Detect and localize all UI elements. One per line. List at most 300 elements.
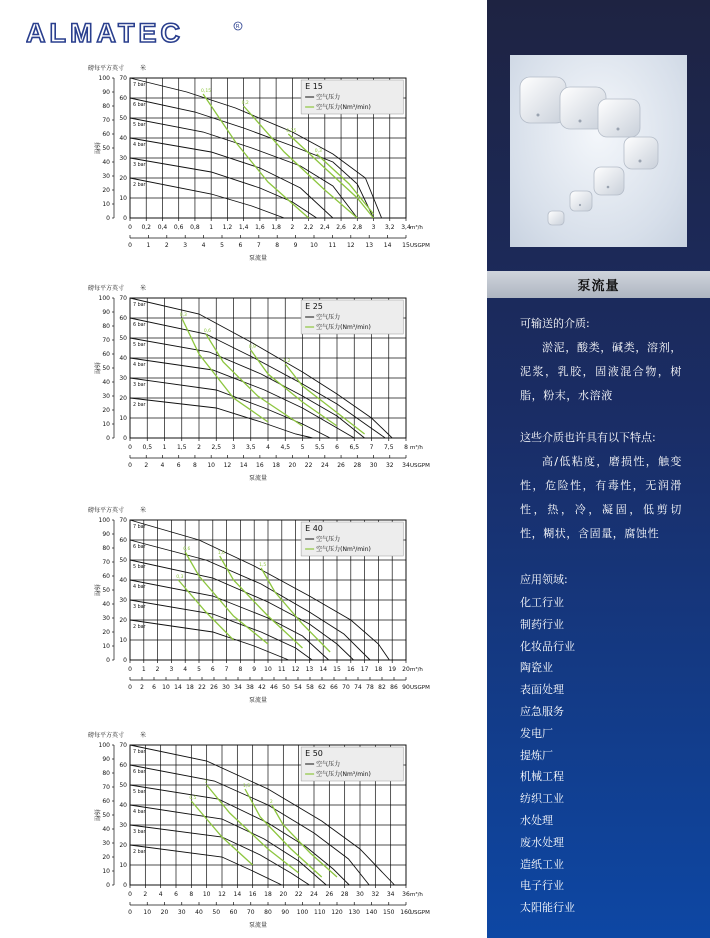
psi-tick-label: 30 [102,173,110,180]
bar-label: 3 bar [133,163,146,168]
chart-e15 [76,60,436,265]
y-axis-title: 扬程 [93,361,100,375]
properties-label: 这些介质也许具有以下特点: [520,431,656,444]
usgpm-tick-label: 46 [270,684,278,691]
psi-tick-label: 40 [102,601,110,608]
x-tick-label: 6 [335,444,339,451]
usgpm-tick-label: 3 [183,242,188,249]
x-tick-label: 3 [371,224,376,231]
chart-e50 [76,727,436,932]
bar-label: 5 bar [133,565,146,570]
usgpm-tick-label: 12 [223,462,232,469]
psi-tick-label: 10 [102,201,110,208]
usgpm-tick-label: 5 [220,242,224,249]
usgpm-tick-label: 12 [346,242,355,249]
bar-label: 4 bar [133,143,146,148]
bar-label: 4 bar [133,585,146,590]
x-tick-label: 1,5 [176,444,187,451]
meter-tick-label: 0 [123,215,127,222]
media-label: 可输送的介质: [520,317,590,330]
usgpm-tick-label: 70 [342,684,350,691]
psi-tick-label: 100 [98,295,110,302]
legend-flow: 空气压力(Nm³/min) [316,771,371,778]
applications-label: 应用领域: [520,573,568,586]
x-tick-label: 3 [231,444,236,451]
x-tick-label: 0,5 [142,444,153,451]
psi-tick-label: 70 [102,784,110,791]
x-tick-label: 2,6 [336,224,346,231]
meter-tick-label: 60 [119,315,127,322]
x-tick-label: 26 [325,891,334,898]
section-title: 泵流量 [577,279,620,294]
meter-tick-label: 60 [119,95,127,102]
x-tick-label: 0,8 [190,224,200,231]
psi-tick-label: 70 [102,559,110,566]
chart-title: E 15 [305,82,323,91]
x-tick-label: 6 [174,891,178,898]
usgpm-tick-label: 82 [378,684,386,691]
flow-label: 2 [269,800,273,805]
usgpm-tick-label: 50 [212,909,221,916]
list-item: 发电厂 [520,726,553,740]
chart-e25 [76,280,436,485]
usgpm-tick-label: 160 [400,909,412,916]
m3h-unit: m³/h [410,225,423,231]
bar-label: 5 bar [133,343,146,348]
meter-tick-label: 20 [119,395,127,402]
usgpm-tick-label: 34 [234,684,242,691]
x-tick-label: 2,2 [303,224,314,231]
m3h-unit: m³/h [410,892,423,898]
x-tick-label: 4 [266,444,270,451]
meter-tick-label: 40 [119,802,127,809]
meter-unit-label: 米 [140,285,147,292]
usgpm-unit: USGPM [410,685,430,691]
x-tick-label: 6,5 [349,444,360,451]
x-tick-label: 6 [210,666,215,673]
psi-tick-label: 30 [102,615,110,622]
usgpm-tick-label: 14 [174,684,182,691]
psi-tick-label: 10 [102,868,110,875]
x-tick-label: 5 [300,444,305,451]
meter-tick-label: 10 [119,415,127,422]
m3h-unit: m³/h [410,445,423,451]
x-tick-label: 12 [291,666,300,673]
list-item: 太阳能行业 [520,901,575,915]
meter-tick-label: 50 [119,335,127,342]
psi-unit-label: 磅每平方英寸 [88,507,125,514]
flow-label: 0,3 [314,149,322,154]
x-tick-label: 1,8 [271,224,281,231]
psi-tick-label: 60 [102,131,110,138]
meter-tick-label: 60 [119,762,127,769]
meter-tick-label: 30 [119,375,127,382]
psi-tick-label: 100 [98,517,110,524]
usgpm-tick-label: 20 [160,909,169,916]
y-axis-title: 扬程 [93,141,100,155]
usgpm-tick-label: 60 [229,909,238,916]
usgpm-tick-label: 26 [210,684,218,691]
usgpm-tick-label: 0 [128,242,132,249]
usgpm-tick-label: 80 [264,909,272,916]
meter-tick-label: 40 [119,355,127,362]
usgpm-tick-label: 34 [402,462,410,469]
meter-unit-label: 米 [140,732,147,739]
psi-tick-label: 20 [102,187,110,194]
bar-label: 4 bar [133,363,146,368]
flow-label: 0,6 [183,547,191,552]
x-tick-label: 22 [294,891,303,898]
list-item: 制药行业 [520,617,564,631]
psi-tick-label: 90 [102,531,110,538]
psi-tick-label: 20 [102,629,110,636]
psi-tick-label: 10 [102,421,110,428]
x-tick-label: 4 [158,891,163,898]
usgpm-tick-label: 86 [390,684,398,691]
bar-label: 6 bar [133,323,146,328]
meter-tick-label: 50 [119,557,127,564]
usgpm-tick-label: 130 [348,909,360,916]
x-tick-label: 18 [264,891,272,898]
psi-tick-label: 70 [102,337,110,344]
x-tick-label: 24 [310,891,318,898]
meter-tick-label: 70 [119,742,127,749]
usgpm-tick-label: 90 [402,684,410,691]
meter-tick-label: 10 [119,195,127,202]
list-item: 化工行业 [520,596,564,609]
x-tick-label: 3,5 [245,444,256,451]
usgpm-tick-label: 18 [272,462,280,469]
x-tick-label: 5 [197,666,201,673]
meter-tick-label: 0 [123,882,127,889]
psi-tick-label: 60 [102,573,110,580]
psi-tick-label: 90 [102,756,110,763]
x-tick-label: 9 [252,666,257,673]
usgpm-tick-label: 4 [201,242,206,249]
psi-tick-label: 50 [102,587,110,594]
psi-tick-label: 90 [102,89,110,96]
x-tick-label: 16 [346,666,355,673]
meter-tick-label: 70 [119,75,127,82]
usgpm-tick-label: 6 [152,684,156,691]
meter-tick-label: 50 [119,782,127,789]
usgpm-tick-label: 78 [366,684,374,691]
x-tick-label: 15 [333,666,341,673]
usgpm-tick-label: 0 [128,684,132,691]
x-tick-label: 14 [319,666,328,673]
info-sidebar [487,0,710,938]
usgpm-tick-label: 8 [193,462,197,469]
psi-tick-label: 40 [102,159,110,166]
x-tick-label: 0 [128,444,132,451]
x-tick-label: 2 [197,444,201,451]
usgpm-tick-label: 8 [275,242,280,249]
list-item: 提炼厂 [520,748,553,762]
usgpm-unit: USGPM [410,463,430,469]
x-tick-label: 17 [360,666,369,673]
x-tick-label: 10 [202,891,211,898]
bar-label: 5 bar [133,790,146,795]
bar-label: 6 bar [133,770,146,775]
usgpm-tick-label: 20 [288,462,297,469]
usgpm-tick-label: 11 [328,242,337,249]
x-tick-label: 13 [305,666,314,673]
media-text: 淤泥，酸类，碱类，溶剂，泥浆，乳胶，固液混合物，树脂，粉末，水溶液 [520,341,682,402]
meter-tick-label: 40 [119,135,127,142]
usgpm-tick-label: 15 [402,242,410,249]
flow-label: 1,5 [243,784,251,789]
psi-tick-label: 40 [102,379,110,386]
meter-tick-label: 10 [119,637,127,644]
flow-label: 0,2 [241,101,249,106]
meter-tick-label: 60 [119,537,127,544]
x-tick-label: 0 [128,666,132,673]
svg-text:R: R [235,24,240,30]
x-tick-label: 1,6 [255,224,265,231]
chart-e40 [76,502,436,707]
usgpm-tick-label: 0 [128,462,132,469]
legend-flow: 空气压力(Nm³/min) [316,324,371,331]
list-item: 电子行业 [520,879,564,893]
x-tick-label: 1,2 [222,224,233,231]
list-item: 应急服务 [520,704,564,718]
flow-label: 0,5 [189,796,197,801]
y-axis-title: 扬程 [93,583,100,597]
pump-product-photo [510,55,687,247]
usgpm-tick-label: 10 [310,242,318,249]
x-tick-label: 1 [162,444,167,451]
usgpm-tick-label: 30 [222,684,230,691]
x-tick-label: 5,5 [314,444,325,451]
usgpm-tick-label: 7 [256,242,261,249]
x-tick-label: 3,4 [401,224,411,231]
usgpm-tick-label: 50 [282,684,290,691]
x-axis-title: 泵流量 [248,475,268,482]
usgpm-tick-label: 9 [293,242,298,249]
x-tick-label: 2 [155,666,160,673]
x-tick-label: 0,2 [141,224,152,231]
usgpm-tick-label: 62 [318,684,326,691]
psi-tick-label: 80 [102,323,110,330]
m3h-unit: m³/h [410,667,423,673]
bar-label: 2 bar [133,403,146,408]
bar-label: 2 bar [133,625,146,630]
bar-label: 7 bar [133,525,146,530]
psi-tick-label: 0 [106,435,110,442]
meter-unit-label: 米 [140,507,147,514]
chart-title: E 25 [305,302,323,311]
bar-label: 4 bar [133,810,146,815]
x-axis-title: 泵流量 [248,922,268,929]
usgpm-tick-label: 0 [128,909,132,916]
legend-air: 空气压力 [316,761,341,768]
usgpm-tick-label: 2 [164,242,169,249]
x-tick-label: 32 [371,891,380,898]
usgpm-tick-label: 4 [160,462,165,469]
usgpm-tick-label: 6 [176,462,181,469]
bar-label: 2 bar [133,850,146,855]
usgpm-tick-label: 1 [146,242,151,249]
x-tick-label: 7 [224,666,229,673]
usgpm-tick-label: 66 [330,684,338,691]
usgpm-tick-label: 22 [198,684,206,691]
psi-tick-label: 70 [102,117,110,124]
x-tick-label: 28 [340,891,349,898]
x-tick-label: 4 [183,666,188,673]
meter-tick-label: 30 [119,597,127,604]
psi-tick-label: 100 [98,742,110,749]
legend-air: 空气压力 [316,536,341,543]
bar-label: 2 bar [133,183,146,188]
x-tick-label: 0 [128,224,132,231]
x-axis-title: 泵流量 [248,697,268,704]
bar-label: 3 bar [133,830,146,835]
psi-unit-label: 磅每平方英寸 [88,65,125,72]
x-tick-label: 20 [402,666,410,673]
meter-tick-label: 70 [119,517,127,524]
psi-tick-label: 10 [102,643,110,650]
usgpm-tick-label: 2 [144,462,149,469]
x-tick-label: 20 [279,891,288,898]
usgpm-tick-label: 140 [365,909,378,916]
psi-tick-label: 80 [102,770,110,777]
industries-list [520,592,682,919]
flow-label: 1 [204,780,208,785]
x-tick-label: 12 [218,891,226,898]
bar-label: 7 bar [133,83,146,88]
usgpm-tick-label: 30 [177,909,186,916]
usgpm-tick-label: 22 [304,462,313,469]
psi-tick-label: 30 [102,393,110,400]
list-item: 陶瓷业 [520,661,553,675]
psi-tick-label: 20 [102,854,110,861]
psi-tick-label: 90 [102,309,110,316]
psi-tick-label: 60 [102,351,110,358]
usgpm-tick-label: 14 [383,242,392,249]
psi-tick-label: 80 [102,545,110,552]
usgpm-tick-label: 6 [238,242,243,249]
list-item: 化妆品行业 [520,639,575,653]
bar-label: 7 bar [133,303,146,308]
x-tick-label: 30 [356,891,364,898]
chart-title: E 50 [305,749,323,758]
x-tick-label: 7,5 [383,444,394,451]
meter-tick-label: 20 [119,617,127,624]
flow-label: 0,25 [286,129,297,134]
usgpm-tick-label: 120 [331,909,343,916]
legend-air: 空气压力 [316,94,341,101]
usgpm-tick-label: 26 [337,462,345,469]
usgpm-tick-label: 70 [246,909,255,916]
x-tick-label: 1,4 [238,224,249,231]
list-item: 造纸工业 [520,857,564,871]
x-tick-label: 0 [128,891,132,898]
x-tick-label: 18 [374,666,383,673]
usgpm-tick-label: 54 [294,684,302,691]
psi-tick-label: 50 [102,365,110,372]
bar-label: 6 bar [133,545,146,550]
legend-flow: 空气压力(Nm³/min) [316,104,371,111]
usgpm-tick-label: 10 [162,684,170,691]
usgpm-tick-label: 2 [140,684,144,691]
bar-label: 6 bar [133,103,146,108]
meter-tick-label: 50 [119,115,127,122]
meter-tick-label: 40 [119,577,127,584]
x-tick-label: 2,5 [211,444,222,451]
flow-label: 0,3 [176,575,184,580]
legend-air: 空气压力 [316,314,341,321]
x-tick-label: 0,4 [157,224,168,231]
flow-label: 1,0 [217,551,225,556]
meter-tick-label: 30 [119,822,127,829]
usgpm-tick-label: 24 [321,462,329,469]
bar-label: 3 bar [133,383,146,388]
x-tick-label: 34 [386,891,395,898]
psi-unit-label: 磅每平方英寸 [88,285,125,292]
x-tick-label: 14 [233,891,242,898]
flow-label: 1,2 [283,359,291,364]
psi-tick-label: 80 [102,103,110,110]
usgpm-tick-label: 13 [365,242,374,249]
list-item: 水处理 [520,813,553,827]
flow-label: 1,5 [259,563,267,568]
x-tick-label: 16 [248,891,257,898]
meter-tick-label: 20 [119,842,127,849]
flow-label: 0,9 [248,345,256,350]
usgpm-unit: USGPM [410,243,430,249]
x-tick-label: 2 [143,891,148,898]
x-tick-label: 10 [264,666,272,673]
meter-tick-label: 30 [119,155,127,162]
almatec-logo [26,18,246,48]
usgpm-tick-label: 16 [256,462,264,469]
usgpm-tick-label: 100 [296,909,309,916]
psi-tick-label: 0 [106,882,110,889]
meter-tick-label: 20 [119,175,127,182]
usgpm-unit: USGPM [410,910,430,916]
psi-unit-label: 磅每平方英寸 [88,732,125,739]
meter-tick-label: 10 [119,862,127,869]
usgpm-tick-label: 58 [306,684,314,691]
x-tick-label: 3,2 [384,224,395,231]
x-tick-label: 1 [141,666,146,673]
legend-flow: 空气压力(Nm³/min) [316,546,371,553]
usgpm-tick-label: 40 [195,909,203,916]
x-tick-label: 4,5 [280,444,291,451]
bar-label: 7 bar [133,750,146,755]
list-item: 废水处理 [520,835,564,849]
usgpm-tick-label: 30 [369,462,378,469]
flow-label: 0,6 [203,329,212,334]
meter-unit-label: 米 [140,65,147,72]
psi-tick-label: 0 [106,215,110,222]
usgpm-tick-label: 38 [246,684,254,691]
usgpm-tick-label: 18 [186,684,194,691]
x-tick-label: 8 [238,666,243,673]
section-title-band [487,271,710,298]
list-item: 表面处理 [520,683,564,697]
usgpm-tick-label: 90 [281,909,290,916]
psi-tick-label: 50 [102,145,110,152]
meter-tick-label: 70 [119,295,127,302]
list-item: 机械工程 [520,770,564,784]
x-tick-label: 3 [169,666,174,673]
psi-tick-label: 20 [102,407,110,414]
x-tick-label: 2,8 [352,224,363,231]
usgpm-tick-label: 28 [353,462,362,469]
logo-text: ALMATEC [26,18,184,48]
flow-label: 0,15 [201,89,212,94]
